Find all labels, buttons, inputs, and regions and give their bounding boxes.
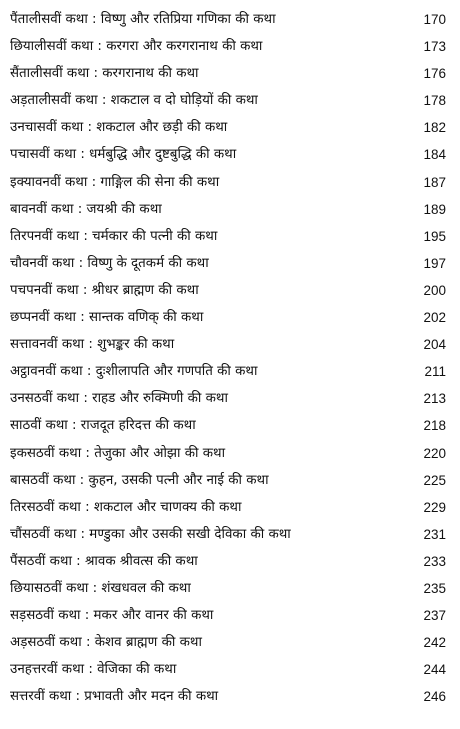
toc-entry-title: छियासठवीं कथा : शंखधवल की कथा (10, 580, 191, 596)
toc-entry (10, 683, 446, 710)
toc-entry-title: पचपनवीं कथा : श्रीधर ब्राह्मण की कथा (10, 282, 199, 298)
toc-entry (10, 6, 446, 33)
toc-entry (10, 304, 446, 331)
toc-entry-page-number: 202 (423, 310, 446, 326)
toc-entry-title: साठवीं कथा : राजदूत हरिदत्त की कथा (10, 418, 196, 434)
toc-entry (10, 33, 446, 60)
toc-entry-page-number: 213 (423, 391, 446, 407)
toc-entry-page-number: 189 (423, 201, 446, 217)
toc-entry (10, 331, 446, 358)
toc-entry (10, 250, 446, 277)
toc-entry-page-number: 237 (423, 608, 446, 624)
toc-entry (10, 60, 446, 87)
toc-entry-title: छियालीसवीं कथा : करगरा और करगरानाथ की कथा (10, 39, 263, 55)
toc-entry (10, 494, 446, 521)
toc-entry-title: बावनवीं कथा : जयश्री की कथा (10, 201, 162, 217)
toc-entry-page-number: 211 (424, 364, 446, 380)
toc-entry-page-number: 173 (423, 39, 446, 55)
toc-entry (10, 114, 446, 141)
toc-entry-title: उनचासवीं कथा : शकटाल और छड़ी की कथा (10, 120, 228, 136)
toc-entry-title: चौंसठवीं कथा : मण्डुका और उसकी सखी देविका की कथा (10, 526, 291, 542)
toc-entry-page-number: 195 (423, 228, 446, 244)
toc-entry-page-number: 170 (423, 12, 446, 27)
toc-entry-page-number: 176 (423, 66, 446, 82)
toc-entry-page-number: 218 (423, 418, 446, 434)
toc-entry-page-number: 225 (423, 472, 446, 488)
toc-entry-title: सैंतालीसवीं कथा : करगरानाथ की कथा (10, 66, 199, 82)
toc-entry (10, 575, 446, 602)
toc-entry-page-number: 187 (423, 174, 446, 190)
toc-entry-page-number: 204 (423, 337, 446, 353)
toc-entry (10, 412, 446, 439)
toc-entry-page-number: 233 (423, 553, 446, 569)
toc-entry-page-number: 178 (423, 93, 446, 109)
toc-entry-page-number: 182 (423, 120, 446, 136)
toc-entry (10, 169, 446, 196)
toc-entry (10, 87, 446, 114)
toc-entry-title: अट्ठावनवीं कथा : दुःशीलापति और गणपति की कथा (10, 364, 258, 380)
toc-entry-page-number: 200 (423, 282, 446, 298)
toc-entry (10, 521, 446, 548)
toc-entry-page-number: 244 (423, 662, 446, 678)
toc-entry-title: सड़सठवीं कथा : मकर और वानर की कथा (10, 608, 214, 624)
toc-entry (10, 358, 446, 385)
toc-entry (10, 467, 446, 494)
toc-entry (10, 277, 446, 304)
toc-entry (10, 223, 446, 250)
toc-entry-title: अड़तालीसवीं कथा : शकटाल व दो घोड़ियों की कथा (10, 93, 258, 109)
toc-entry-title: सत्तावनवीं कथा : शुभङ्कर की कथा (10, 337, 175, 353)
toc-entry-title: बासठवीं कथा : कुहन, उसकी पत्नी और नाई की कथा (10, 472, 269, 488)
toc-entry-page-number: 242 (423, 635, 446, 651)
toc-entry-page-number: 197 (423, 255, 446, 271)
toc-entry (10, 629, 446, 656)
toc-entry-title: अड़सठवीं कथा : केशव ब्राह्मण की कथा (10, 635, 202, 651)
table-of-contents (10, 6, 446, 710)
toc-entry (10, 385, 446, 412)
toc-entry-page-number: 229 (423, 499, 446, 515)
toc-entry-title: इक्यावनवीं कथा : गाङ्गिल की सेना की कथा (10, 174, 220, 190)
toc-entry-page-number: 231 (423, 526, 446, 542)
toc-entry (10, 656, 446, 683)
toc-entry (10, 196, 446, 223)
toc-entry-page-number: 235 (423, 580, 446, 596)
toc-entry (10, 440, 446, 467)
toc-entry-page-number: 184 (423, 147, 446, 163)
toc-entry-title: उनसठवीं कथा : राहड और रुक्मिणी की कथा (10, 391, 228, 407)
toc-entry-title: सत्तरवीं कथा : प्रभावती और मदन की कथा (10, 689, 219, 705)
toc-entry-page-number: 220 (423, 445, 446, 461)
toc-entry-title: पैंतालीसवीं कथा : विष्णु और रतिप्रिया गणिका की कथा (10, 12, 276, 27)
toc-entry (10, 602, 446, 629)
toc-entry (10, 548, 446, 575)
toc-entry-title: चौवनवीं कथा : विष्णु के दूतकर्म की कथा (10, 255, 209, 271)
toc-entry-title: पैंसठवीं कथा : श्रावक श्रीवत्स की कथा (10, 553, 198, 569)
toc-entry-page-number: 246 (423, 689, 446, 705)
toc-entry-title: इकसठवीं कथा : तेजुका और ओझा की कथा (10, 445, 226, 461)
toc-entry-title: छप्पनवीं कथा : सान्तक वणिक् की कथा (10, 310, 204, 326)
toc-entry-title: उनहत्तरवीं कथा : वेजिका की कथा (10, 662, 177, 678)
toc-entry-title: तिरपनवीं कथा : चर्मकार की पत्नी की कथा (10, 228, 218, 244)
toc-entry-title: पचासवीं कथा : धर्मबुद्धि और दुष्टबुद्धि की कथा (10, 147, 237, 163)
toc-entry (10, 141, 446, 168)
toc-entry-title: तिरसठवीं कथा : शकटाल और चाणक्य की कथा (10, 499, 242, 515)
